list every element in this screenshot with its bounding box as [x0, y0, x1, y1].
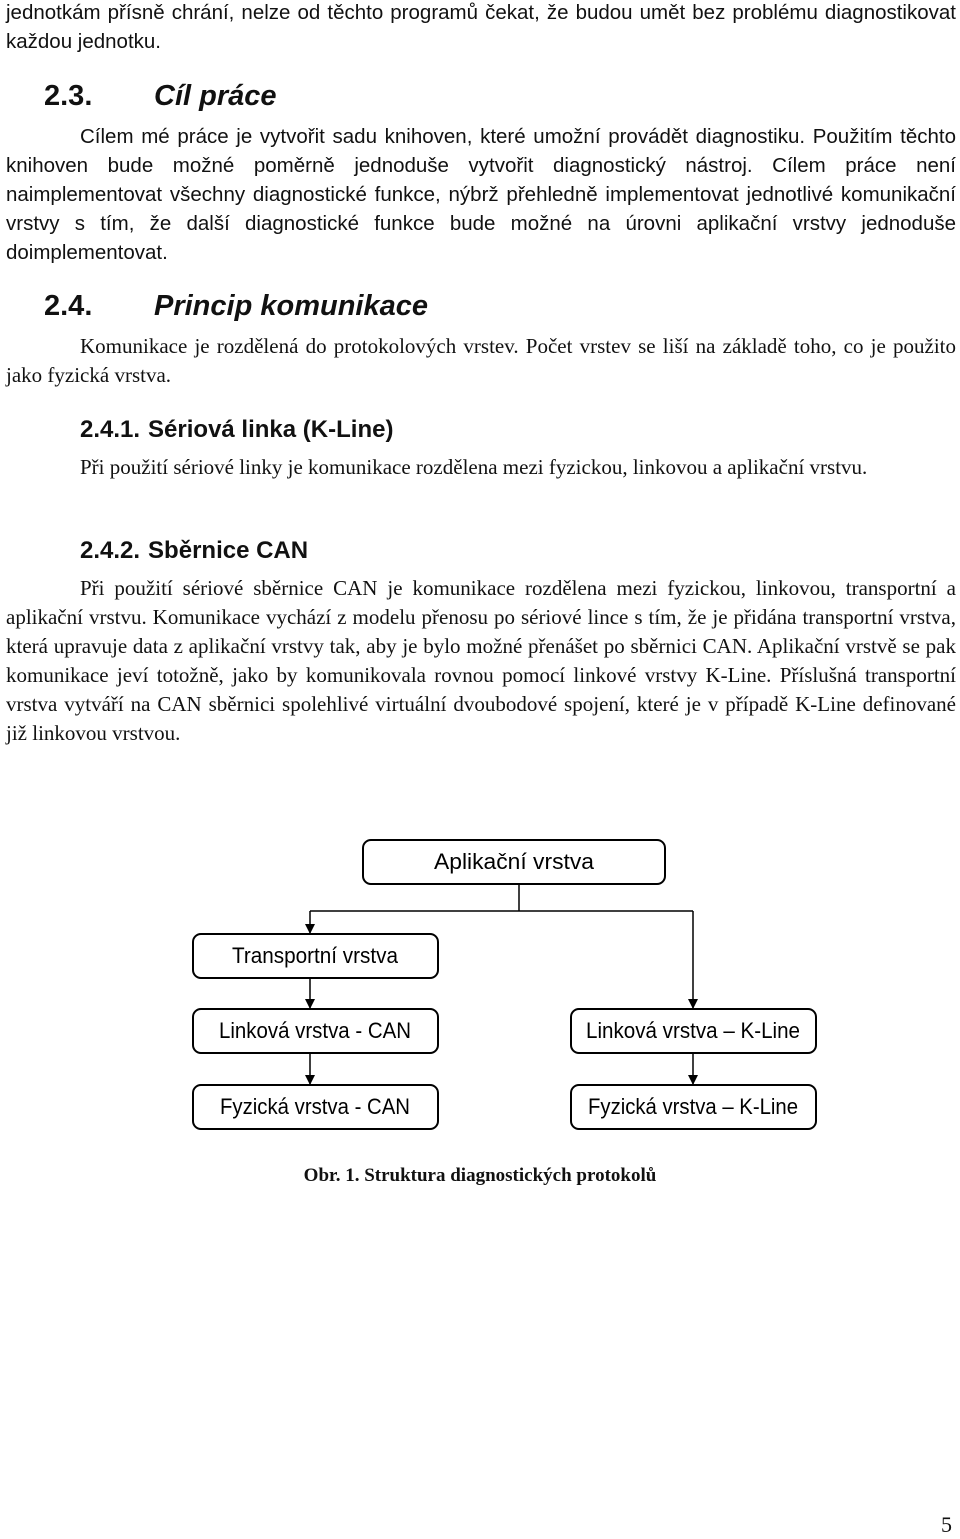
subsection-number: 2.4.1. — [80, 416, 141, 443]
node-label-physical-can: Fyzická vrstva - CAN — [220, 1094, 410, 1119]
protocol-diagram — [0, 820, 960, 1160]
node-label-transport: Transportní vrstva — [232, 943, 399, 968]
node-label-physical-kline: Fyzická vrstva – K-Line — [588, 1094, 798, 1119]
node-label-link-kline: Linková vrstva – K-Line — [586, 1018, 800, 1043]
section-title: Princip komunikace — [154, 290, 428, 322]
section-heading-2-3 — [44, 80, 277, 113]
subsection-paragraph-2-4-1: Při použití sériové linky je komunikace rozdělena mezi fyzickou, linkovou a aplikační vrstvu. — [80, 455, 868, 479]
subsection-heading-2-4-2 — [80, 537, 308, 565]
subsection-number: 2.4.2. — [80, 537, 141, 564]
section-paragraph-2-3: Cílem mé práce je vytvořit sadu knihoven, které umožní provádět diagnostiku. Použitím těchto knihoven bude možné poměrně jednoduše vytvořit diagnostický nástroj. Cílem práce není naimplementovat všechny diagnostické funkce, nýbrž přehledně implementovat jednotlivé komunikační vrstvy s tím, že další diagnostické funkce bude možné na úrovni aplikační vrstvy jednoduše doimplementovat. — [6, 125, 956, 264]
subsection-heading-2-4-1 — [80, 416, 393, 444]
subsection-paragraph-2-4-2: Při použití sériové sběrnice CAN je komunikace rozdělena mezi fyzickou, linkovou, transportní a aplikační vrstvu. Komunikace vychází z modelu přenosu po sériové lince s tím, že je přidána transportní vrstva, která upravuje data z aplikační vrstvy tak, aby je bylo možné přenášet po sběrnici CAN. Aplikační vrstvě se pak komunikace jeví totožně, jako by komunikovala rovnou pomocí linkové vrstvy K-Line. Příslušná transportní vrstva vytváří na CAN sběrnici spolehlivé virtuální dvoubodové spojení, které je v případě K-Line definované již linkovou vrstvou. — [6, 576, 956, 745]
section-number: 2.3. — [44, 80, 93, 112]
section-heading-2-4 — [44, 290, 428, 323]
section-number: 2.4. — [44, 290, 93, 322]
subsection-title: Sběrnice CAN — [148, 537, 309, 564]
section-paragraph-2-4: Komunikace je rozdělená do protokolových vrstev. Počet vrstev se liší na základě toho, co je použito jako fyzická vrstva. — [6, 334, 956, 387]
subsection-title: Sériová linka (K-Line) — [148, 416, 394, 443]
node-label-application: Aplikační vrstva — [434, 849, 595, 874]
section-title: Cíl práce — [154, 80, 277, 112]
page-number: 5 — [941, 1512, 952, 1537]
node-label-link-can: Linková vrstva - CAN — [219, 1018, 411, 1043]
figure-caption: Obr. 1. Struktura diagnostických protokolů — [303, 1165, 657, 1186]
intro-paragraph: jednotkám přísně chrání, nelze od těchto programů čekat, že budou umět bez problému diagnostikovat každou jednotku. — [6, 1, 956, 53]
